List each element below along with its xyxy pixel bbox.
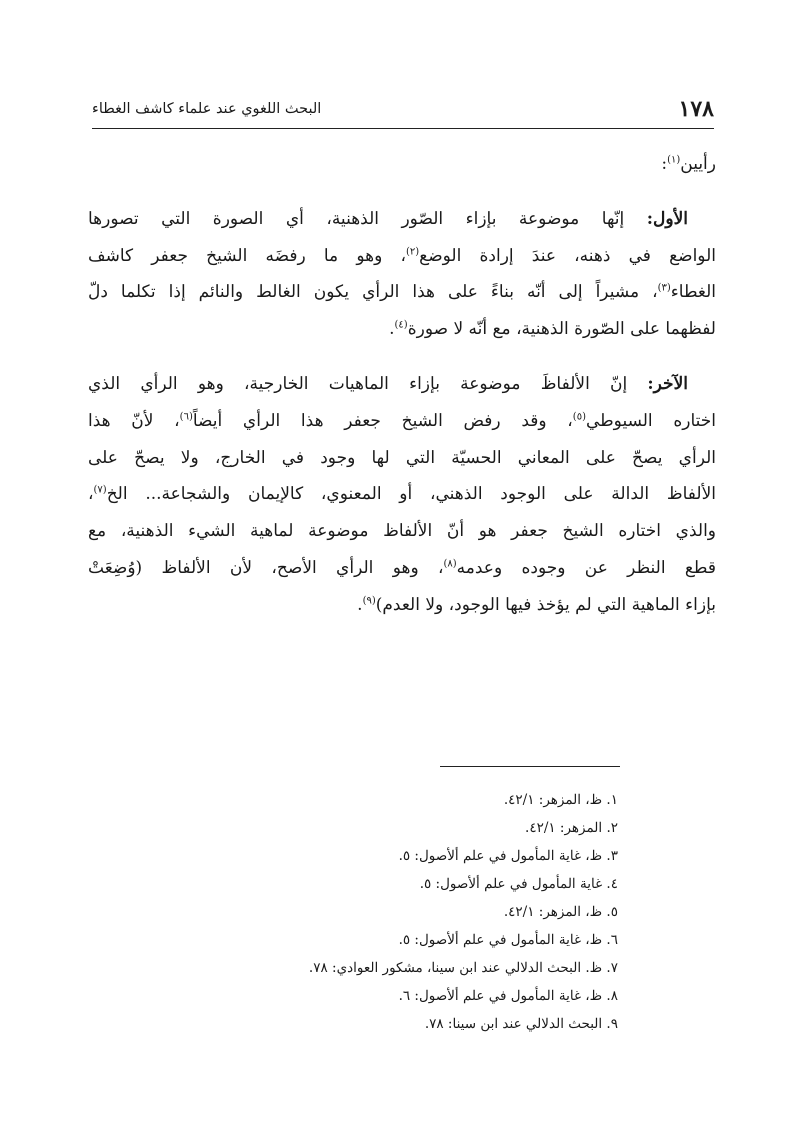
line-text: ، وهو ما رفضَه الشيخ جعفر كاشف (88, 245, 406, 266)
footnote-item: ٩. البحث الدلالي عند ابن سينا: ٧٨. (424, 1016, 618, 1032)
term-first: الأول: (646, 208, 689, 229)
text-line (88, 201, 716, 238)
text-line (88, 587, 716, 624)
footnote-ref[interactable]: (٤) (394, 319, 408, 331)
text-line (88, 550, 716, 587)
main-text (88, 146, 716, 624)
footnote-ref[interactable]: (٣) (657, 282, 671, 294)
text-line (88, 366, 716, 403)
footnote-ref[interactable]: (٢) (405, 245, 420, 257)
running-title: البحث اللغوي عند علماء كاشف الغطاء (92, 101, 322, 117)
footnote-item: ٤. غاية المأمول في علم ألأصول: ٥. (419, 876, 618, 892)
line-text: ، وقد رفض الشيخ جعفر هذا الرأي أيضاً (192, 410, 573, 431)
footnote-separator (440, 766, 620, 767)
footnote-item: ٢. المزهر: ٤٢/١. (525, 820, 618, 836)
line-text: . (389, 319, 395, 340)
paragraph-first-view (88, 201, 716, 348)
line-text: الألفاظ الدالة على الوجود الذهني، أو المعنوي، كالإيمان والشجاعة... الخ (106, 484, 716, 505)
footnote-item: ٣. ظ، غاية المأمول في علم ألأصول: ٥. (398, 848, 618, 864)
line-text: الغطاء (670, 282, 716, 303)
line-text: الرأي يصحّ على المعاني الحسيّة التي لها وجود في الخارج، ولا يصحّ على (88, 447, 716, 468)
line-text: إنّها موضوعة بإزاء الصّور الذهنية، أي الصورة التي تصورها (88, 208, 625, 229)
footnote-ref[interactable]: (٦) (179, 411, 193, 423)
text-line (88, 311, 716, 348)
text-line (88, 476, 716, 513)
line-text: إنّ الألفاظَ موضوعة بإزاء الماهيات الخارجية، وهو الرأي الذي (88, 373, 628, 394)
footnote-item: ١. ظ، المزهر: ٤٢/١. (503, 792, 618, 808)
footnote-item: ٧. ظ. البحث الدلالي عند ابن سينا، مشكور العوادي: ٧٨. (308, 960, 618, 976)
text-line (88, 513, 716, 550)
line-text: الواضع في ذهنه، عندَ إرادة الوضع (419, 245, 716, 266)
text-line (88, 440, 716, 477)
line-text: لفظهما على الصّورة الذهنية، مع أنّه لا صورة (407, 319, 716, 340)
text-line (88, 238, 716, 275)
intro-line (88, 146, 716, 183)
footnote-ref[interactable]: (١) (667, 154, 681, 166)
line-text: ، وهو الرأي الأصح، لأن الألفاظ (وُضِعَتْ (88, 557, 444, 578)
line-text: بإزاء الماهية التي لم يؤخذ فيها الوجود، ولا العدم) (375, 594, 716, 615)
line-text: ، (88, 484, 94, 505)
page-number: ١٧٨ (678, 96, 714, 122)
line-text: اختاره السيوطي (585, 410, 716, 431)
footnote-item: ٥. ظ، المزهر: ٤٢/١. (503, 904, 618, 920)
footnote-ref[interactable]: (٧) (93, 484, 107, 496)
footnote-ref[interactable]: (٨) (443, 558, 457, 570)
page-header (92, 94, 714, 129)
line-text: ، لأنّ هذا (88, 410, 180, 431)
intro-colon: : (661, 154, 668, 174)
intro-text: رأيين (680, 154, 716, 174)
paragraph-second-view (88, 366, 716, 624)
term-second: الآخر: (647, 373, 688, 394)
footnote-item: ٨. ظ، غاية المأمول في علم ألأصول: ٦. (398, 988, 618, 1004)
line-text: . (357, 594, 363, 615)
footnotes (300, 786, 618, 1038)
line-text: قطع النظر عن وجوده وعدمه (456, 557, 716, 578)
line-text: ، مشيراً إلى أنّه بناءً على هذا الرأي يكون الغالط والنائم إذا تكلما دلّ (88, 282, 658, 303)
text-line (88, 274, 716, 311)
footnote-ref[interactable]: (٩) (362, 595, 376, 607)
footnote-ref[interactable]: (٥) (572, 411, 586, 423)
footnote-item: ٦. ظ، غاية المأمول في علم ألأصول: ٥. (398, 932, 618, 948)
text-line (88, 403, 716, 440)
line-text: والذي اختاره الشيخ جعفر هو أنّ الألفاظ موضوعة لماهية الشيء الذهنية، مع (88, 521, 716, 542)
